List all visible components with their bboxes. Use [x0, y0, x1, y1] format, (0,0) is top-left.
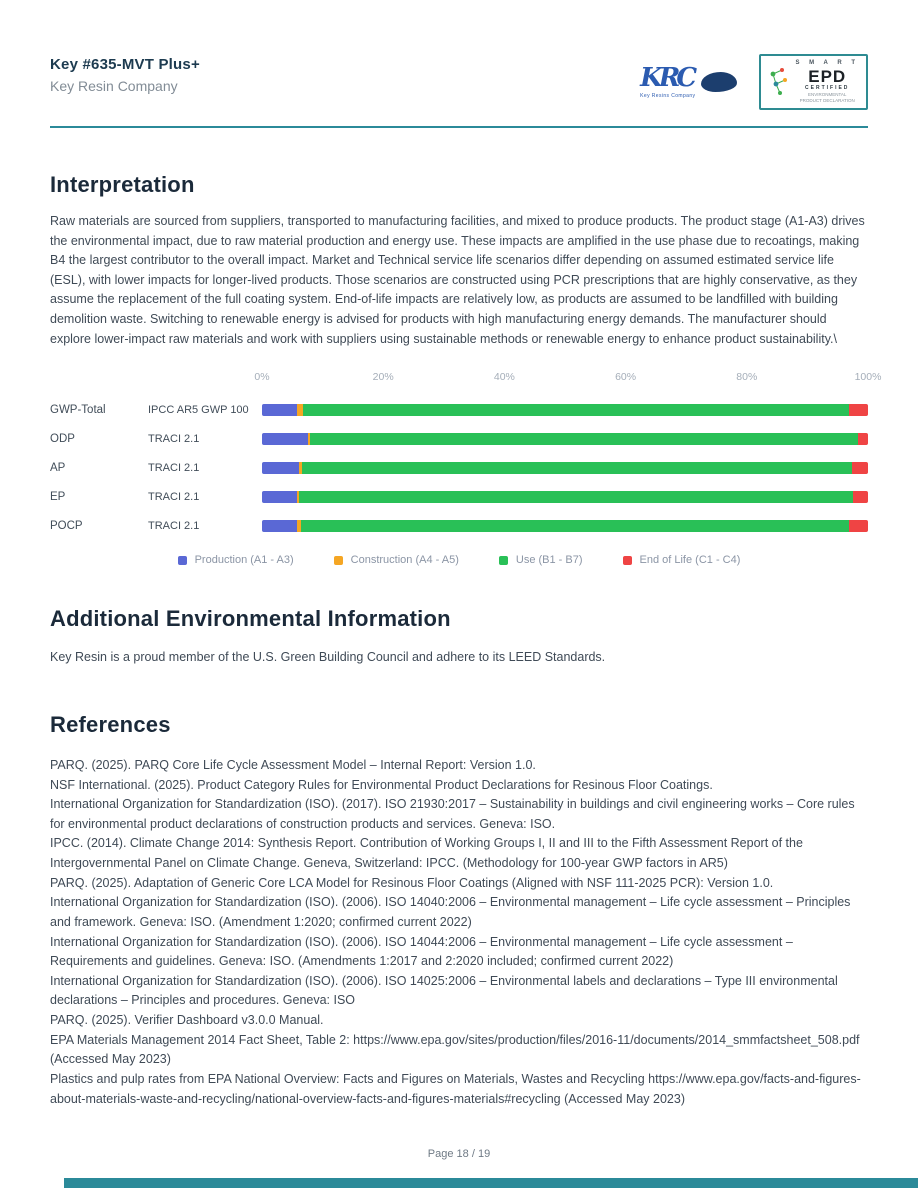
chart-row — [50, 482, 868, 511]
header-titles — [50, 56, 200, 94]
reference-item: IPCC. (2014). Climate Change 2014: Synthesis Report. Contribution of Working Groups I, II and III to the Fifth Assessment Report of the Intergovernmental Panel on Climate Change. Geneva, Switzerland: IPCC. (Methodology for 100-year GWP factors in AR5) — [50, 836, 803, 870]
bar-segment-end-of-life — [849, 404, 868, 416]
stacked-bar — [262, 433, 868, 445]
molecule-icon — [768, 66, 790, 98]
method-label: TRACI 2.1 — [148, 519, 200, 532]
legend-swatch-construction — [334, 556, 343, 565]
stacked-bar — [262, 404, 868, 416]
axis-tick-label: 100% — [854, 371, 882, 384]
krc-letters: KRC — [640, 62, 694, 93]
impact-category-label: AP — [50, 461, 66, 474]
krc-logo-text — [640, 62, 696, 99]
bar-segment-use — [302, 462, 852, 474]
page-header — [0, 0, 918, 110]
page-number: Page 18 / 19 — [427, 1148, 491, 1160]
impact-category-label: EP — [50, 490, 66, 503]
header-logos — [640, 54, 868, 110]
reference-item: EPA Materials Management 2014 Fact Sheet, Table 2: https://www.epa.gov/sites/production/files/2016-11/documents/2014_smmfactsheet_508.pdf (Accessed May 2023) — [50, 1032, 860, 1067]
epd-smart-label: S M A R T — [795, 60, 859, 66]
legend-swatch-production — [178, 556, 187, 565]
company-name: Key Resin Company — [50, 78, 178, 94]
bar-segment-end-of-life — [849, 520, 868, 532]
axis-tick-label: 60% — [615, 371, 637, 384]
method-label: TRACI 2.1 — [148, 432, 200, 445]
bar-segment-use — [299, 491, 853, 503]
legend-label: End of Life (C1 - C4) — [639, 554, 741, 567]
chart-axis — [50, 371, 882, 385]
bar-segment-use — [301, 520, 848, 532]
chart-legend — [50, 554, 868, 566]
legend-item — [499, 554, 583, 566]
method-label: TRACI 2.1 — [148, 490, 200, 503]
axis-tick-label: 80% — [736, 371, 758, 384]
bar-segment-production — [262, 433, 308, 445]
legend-swatch-use — [499, 556, 508, 565]
references-heading: References — [50, 711, 171, 737]
legend-label: Production (A1 - A3) — [194, 554, 294, 567]
chart-axis-ticks — [254, 371, 882, 385]
krc-caption: Key Resins Company — [640, 92, 696, 99]
legend-swatch-end-of-life — [623, 556, 632, 565]
axis-spacer — [50, 371, 262, 385]
legend-label: Construction (A4 - A5) — [350, 554, 459, 567]
reference-item: NSF International. (2025). Product Category Rules for Environmental Product Declarations for Resinous Floor Coatings. — [50, 777, 713, 792]
reference-item: PARQ. (2025). PARQ Core Life Cycle Assessment Model – Internal Report: Version 1.0. — [50, 757, 536, 772]
axis-tick-label: 40% — [493, 371, 515, 384]
bar-segment-end-of-life — [853, 491, 868, 503]
bar-segment-end-of-life — [852, 462, 868, 474]
epd-certified-label: CERTIFIED — [805, 85, 850, 92]
axis-tick-label: 20% — [372, 371, 394, 384]
legend-item — [334, 554, 459, 566]
impact-category-label: POCP — [50, 519, 83, 532]
reference-item: PARQ. (2025). Verifier Dashboard v3.0.0 Manual. — [50, 1013, 324, 1027]
legend-item — [623, 554, 741, 566]
bar-segment-end-of-life — [858, 433, 868, 445]
krc-beaver-icon — [701, 72, 737, 92]
additional-info-body: Key Resin is a proud member of the U.S. Green Building Council and adhere to its LEED Standards. — [50, 650, 606, 665]
method-label: IPCC AR5 GWP 100 — [148, 403, 249, 416]
reference-item: International Organization for Standardization (ISO). (2006). ISO 14040:2006 – Environmental management – Life cycle assessment – Principles and framework. Geneva: ISO. (Amendment 1:2020; confirmed current 2022) — [50, 895, 851, 929]
bar-segment-use — [303, 404, 849, 416]
footer-accent-bar — [64, 1178, 918, 1188]
bar-segment-production — [262, 462, 299, 474]
epd-tagline: ENVIRONMENTAL PRODUCT DECLARATION — [799, 92, 855, 104]
axis-tick-label: 0% — [254, 371, 270, 384]
stacked-bar — [262, 491, 868, 503]
bar-segment-production — [262, 404, 297, 416]
chart-row — [50, 424, 868, 453]
epd-acronym: EPD — [808, 66, 847, 86]
chart-rows — [50, 395, 868, 540]
bar-segment-production — [262, 491, 297, 503]
interpretation-heading: Interpretation — [50, 171, 195, 197]
header-divider — [50, 126, 868, 128]
bar-segment-production — [262, 520, 297, 532]
impact-category-label: GWP-Total — [50, 403, 106, 416]
reference-item: International Organization for Standardization (ISO). (2017). ISO 21930:2017 – Sustainability in buildings and civil engineering works – Core rules for environmental product declarations of construction products and services. Geneva: ISO. — [50, 797, 855, 831]
additional-info-heading: Additional Environmental Information — [50, 606, 451, 632]
reference-item: PARQ. (2025). Adaptation of Generic Core LCA Model for Resinous Floor Coatings (Aligned with NSF 111-2025 PCR): Version 1.0. — [50, 875, 774, 890]
legend-label: Use (B1 - B7) — [515, 554, 583, 567]
chart-row — [50, 453, 868, 482]
interpretation-body: Raw materials are sourced from suppliers, transported to manufacturing facilities, and mixed to produce products. The product stage (A1-A3) drives the environmental impact, due to raw material production and energy use. These impacts are amplified in the use phase due to recoatings, making B4 the largest contributor to the overall impact. Market and Technical service life scenarios differ depending on assumed estimated service life (ESL), with lower impacts for longer-lived products. Those scenarios are constructed using PCR prescriptions that are highly conservative, as they assume the replacement of the full coating system. End-of-life impacts are relatively low, as products are assumed to be landfilled with building demolition waste. Switching to renewable energy is advised for products with high manufacturing energy demands. The manufacturer should explore lower-impact raw materials and work with suppliers using sustainable methods or renewable energy to enhance product sustainability.\ — [50, 213, 865, 346]
reference-item: International Organization for Standardization (ISO). (2006). ISO 14025:2006 – Environmental labels and declarations – Type III environmental declarations – Principles and procedures. Geneva: ISO — [50, 973, 838, 1008]
stacked-bar — [262, 462, 868, 474]
document-title: Key #635-MVT Plus+ — [50, 56, 200, 73]
impact-contribution-chart — [50, 371, 882, 567]
reference-item: Plastics and pulp rates from EPA National Overview: Facts and Figures on Materials, Wastes and Recycling https://www.epa.gov/facts-and-figures-about-materials-waste-and-recycling/national-overview-facts-and-figures-materials#recycling (Accessed May 2023) — [50, 1071, 861, 1106]
chart-row — [50, 395, 868, 424]
impact-category-label: ODP — [50, 432, 75, 445]
epd-logo-text — [795, 60, 859, 104]
krc-company-logo — [640, 62, 737, 99]
smart-epd-certified-logo — [759, 54, 868, 110]
references-list — [50, 756, 868, 1109]
method-label: TRACI 2.1 — [148, 461, 200, 474]
bar-segment-use — [310, 433, 858, 445]
stacked-bar — [262, 520, 868, 532]
reference-item: International Organization for Standardization (ISO). (2006). ISO 14044:2006 – Environmental management – Life cycle assessment – Requirements and guidelines. Geneva: ISO. (Amendments 1:2017 and 2:2020 included; confirmed current 2022) — [50, 934, 793, 969]
legend-item — [178, 554, 294, 566]
chart-row — [50, 511, 868, 540]
